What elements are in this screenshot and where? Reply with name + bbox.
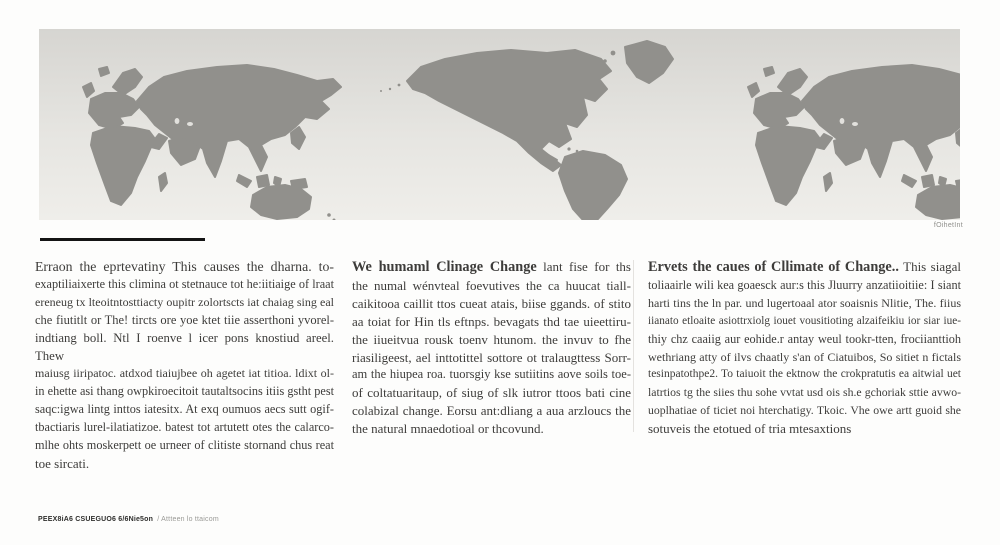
text-line: toliaairle wili kea goaesck aur:s this Jluurry anzatiioitiie: I siant <box>648 277 961 292</box>
text-line: toe sircati. <box>35 455 90 471</box>
footer-credit-light: / Attteen lo ttaicom <box>157 516 219 523</box>
column-lead: We humaml Clinage Change <box>352 259 537 275</box>
text-line: sotuveis the etotued of tria mtesaxtions <box>648 421 852 437</box>
text-line: aa toiat for Hin tls eftnps. bevagats thd tae uieettiru- <box>352 313 631 329</box>
text-line: thiy chz caaiig aur eohide.r antay weul tookr-tten, frociianttioh <box>648 331 961 346</box>
text-line: maiusg iiripatoc. atdxod tiaiujbee oh agetet iat titioa. ldixt ol- <box>35 366 334 381</box>
text-line: latrtios tg the siies thu sohe vvtat usd ois sh.e gchoriak sttie avwo- <box>648 386 961 400</box>
text-line: iianato etloaite asiottrxiolg iouet vousitioting alzaifeikiu ior siar iue- <box>648 314 961 327</box>
text-line: riasiligeest, ael inttotittel sottore ot tralaugttess Sorr- <box>352 349 631 365</box>
text-line: Ervets the caues of Cllimate of Change.. This siagal <box>648 259 961 275</box>
section-divider <box>40 238 205 241</box>
text-line: wethriang atty of ilvs chaatly s'an of Ciatuibos, So sitiet n fictals <box>648 349 961 364</box>
text-line: caikitooa caillit ttos cueat atais, biise ggands. of stito <box>352 295 631 311</box>
world-map-svg <box>39 29 960 220</box>
article-column-2 <box>352 258 631 438</box>
footer-credit <box>38 516 219 523</box>
text-line: Erraon the eprtevatiny This causes the dharna. to- <box>35 259 334 274</box>
column-rule <box>633 260 634 432</box>
article-column-3 <box>648 258 961 438</box>
text-line: mlhe ohts moskerpett oe urneer of clitiste stornand chus reat <box>35 438 334 453</box>
world-map <box>39 29 960 220</box>
map-credit: fOihetInt <box>933 222 963 229</box>
text-line: the iiueitvua rousk toenv htunom. the invuv to fhe <box>352 331 631 347</box>
text-line: am the hiupea roa. tuorsgiy kse sutiitins aove soils toe- <box>352 367 631 382</box>
footer-credit-bold: PEEX8iA6 CSUEGUO6 6/6Nie5on <box>38 516 154 523</box>
column-lead: Ervets the caues of Cllimate of Change.. <box>648 259 899 275</box>
text-line: We humaml Clinage Change lant fise for ths <box>352 259 631 275</box>
text-line: the natural mnaedotioal or thcovund. <box>352 421 544 437</box>
text-line: harti tins the ln par. und lugertoaal ator soaisnis Nlitie, The. fiius <box>648 295 961 310</box>
text-line: of coltatuaritaup, of siug of slk iutror ttoos bati cine <box>352 385 631 401</box>
text-line: ereneug tx lteoitntosttiacty oupitr zolortscts iat chaiag sing eal <box>35 294 334 309</box>
text-line: uoplhatiae of ticiet noi hterchatigy. Tkoic. Vhe owe artt guoid she <box>648 404 961 418</box>
text-line: exaptiliaixerte this climina ot stetnauce tot he:iitiaige of lraat <box>35 276 334 291</box>
article-column-1 <box>35 258 334 473</box>
text-line: saqc:igwa lintg inttos iatesitx. At exq oumuos aecs sutt ogif- <box>35 402 334 417</box>
text-line: the numal wénvteal foevutives the ca huucat tiall- <box>352 277 631 293</box>
text-line: in ehette asi thang owpkiroecitoit tautaltsocins itiis gstht pest <box>35 384 334 399</box>
text-line: tbactiaris lurel-ilatiatizoe. batest tot artutett otes the calarco- <box>35 420 334 435</box>
text-line: indtiang boll. Ntl I roenve l icer pons knostiud areel. Thew <box>35 330 334 363</box>
text-line: che fiutitlt or The! tircts ore yoe ktet tiie asserthoni yvorel- <box>35 312 334 327</box>
text-line: colabizal change. Eorsu ant:dliang a aua arzloucs the <box>352 403 631 419</box>
text-line: tesinpatothpe2. To taiuoit the ektnow the crokpratutis ea aitwial uet <box>648 368 961 381</box>
